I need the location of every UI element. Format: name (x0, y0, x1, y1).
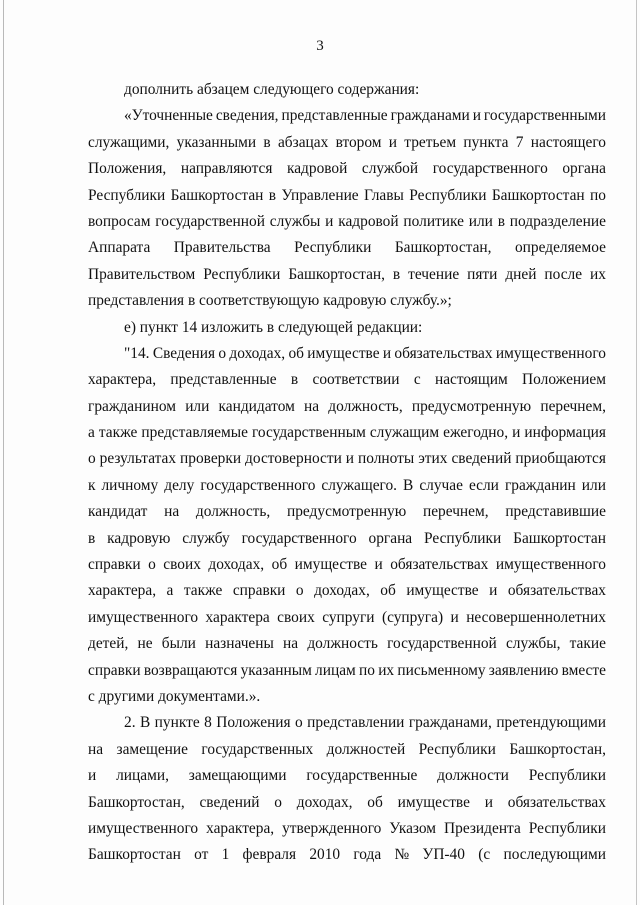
word: Башкортостан (513, 529, 606, 547)
text-line: с другими документами.». (88, 687, 261, 705)
text-line: представления в соответствующую кадровую службу.»; (88, 292, 452, 310)
word: кандидат (88, 503, 148, 521)
word: должность (307, 635, 378, 653)
word: Башкортостан (491, 186, 585, 204)
word: об (380, 582, 396, 600)
word: 7 (515, 133, 524, 151)
word: кадровой (286, 160, 348, 178)
word: не (137, 635, 153, 653)
word: 1 (221, 846, 230, 864)
word: 2. (124, 714, 136, 732)
word: пункта (463, 133, 509, 151)
word: делу (164, 476, 195, 494)
word: службы, (505, 635, 561, 653)
word: такие (569, 635, 606, 653)
word: от (194, 846, 209, 864)
word: предусмотренную (411, 397, 532, 415)
word: (супруга) (381, 608, 444, 626)
text-line (88, 816, 606, 842)
word: и (382, 344, 392, 362)
word: третьем (404, 133, 457, 151)
word: на (283, 635, 299, 653)
word: претендующими (496, 714, 606, 732)
word: Указом (389, 819, 437, 837)
word: своих (277, 608, 315, 626)
text-line (88, 420, 606, 446)
text-line (88, 790, 606, 816)
word: имущественного (88, 819, 199, 837)
text-line (88, 710, 606, 736)
word: пяти (467, 265, 498, 283)
word: должность, (328, 397, 403, 415)
word: гражданин (504, 476, 576, 494)
text-line (88, 262, 606, 288)
word: службу (182, 529, 230, 547)
word: о (274, 793, 282, 811)
word: и (388, 133, 398, 151)
document-body (88, 77, 606, 869)
page-number: 3 (316, 38, 324, 54)
word: имуществе (307, 344, 380, 362)
word: определяемое (514, 239, 606, 257)
word: вместе (561, 661, 606, 679)
text-line (88, 130, 606, 156)
word: Башкортостан, (88, 793, 185, 811)
word: 2010 (309, 846, 341, 864)
word: имуществе (294, 556, 367, 574)
word: Аппарата (88, 239, 151, 257)
word: Президента (444, 819, 521, 837)
word: Республики (528, 819, 606, 837)
word: политике (403, 212, 464, 230)
word: кадровой (338, 212, 399, 230)
word: Правительства (173, 239, 271, 257)
word: 8 (204, 714, 212, 732)
word: Республики (424, 529, 502, 547)
word: Башкортостан, (394, 239, 492, 257)
text-line (88, 473, 606, 499)
word: на (88, 740, 104, 758)
word: службой (361, 160, 419, 178)
text-line (88, 526, 606, 552)
word: года (353, 846, 382, 864)
word: Башкортостан (88, 846, 181, 864)
word: и (88, 767, 97, 785)
word: характера (205, 608, 270, 626)
word: информация (524, 424, 606, 442)
text-line: дополнить абзацем следующего содержания: (124, 81, 420, 98)
word: В (139, 714, 151, 732)
word: имущественного (88, 608, 199, 626)
word: кадровую (107, 529, 171, 547)
word: вопросам (88, 212, 151, 230)
word: о (295, 714, 303, 732)
word: течение (408, 265, 460, 283)
word: Республики (409, 186, 487, 204)
word: назначены (205, 635, 274, 653)
word: служащими, (88, 133, 170, 151)
word: представлении (307, 714, 405, 732)
word: направляются (180, 160, 273, 178)
word: на (304, 397, 320, 415)
word: Положения, (88, 160, 167, 178)
word: должностей (326, 740, 406, 758)
word: по (590, 186, 606, 204)
word: имущественного (495, 344, 606, 362)
word: соответствии (312, 371, 400, 389)
text-line (88, 842, 606, 868)
word: возвращаются (143, 661, 238, 679)
word: если (468, 476, 499, 494)
word: кандидатом (218, 397, 295, 415)
word: в (88, 529, 96, 547)
word: государственной (155, 212, 265, 230)
word: и (345, 450, 355, 468)
word: Сведения (152, 344, 216, 362)
word: обязательствах (394, 344, 493, 362)
word: а (88, 424, 95, 442)
text-line (88, 605, 606, 631)
text-line (88, 737, 606, 763)
word: имуществе (406, 582, 479, 600)
word: Управление (281, 186, 359, 204)
word: об (271, 556, 288, 574)
word: обязательствах (507, 793, 606, 811)
word: о (88, 450, 96, 468)
word: (с (478, 846, 491, 864)
word: и (489, 582, 498, 600)
scan-edge-right (636, 0, 637, 905)
word: после (544, 265, 583, 283)
word: замещающими (188, 767, 287, 785)
word: Республики (203, 265, 281, 283)
word: в (263, 133, 271, 151)
word: В (403, 476, 414, 494)
word: представившие (505, 503, 606, 521)
word: государственной (387, 635, 497, 653)
word: доходах, (208, 556, 265, 574)
word: сведений (451, 450, 512, 468)
word: в (268, 186, 277, 204)
word: дней (505, 265, 537, 283)
word: утвержденного (282, 819, 382, 837)
word: и (512, 424, 521, 442)
word: их (589, 265, 606, 283)
word: государственного (200, 476, 316, 494)
word: должность, (195, 503, 271, 521)
word: настоящего (530, 133, 606, 151)
word: о (295, 582, 304, 600)
word: случае (419, 476, 463, 494)
word: февраля (242, 846, 297, 864)
word: последующими (503, 846, 606, 864)
word: лицам (315, 661, 356, 679)
word: Башкортостан (170, 186, 264, 204)
word: государственным (251, 424, 366, 442)
word: служащего. (321, 476, 398, 494)
word: детей, (88, 635, 129, 653)
word: должности (437, 767, 509, 785)
word: и (450, 608, 459, 626)
word: также (183, 582, 223, 600)
word: гражданами, (408, 714, 492, 732)
text-line (88, 394, 606, 420)
word: в (392, 265, 401, 283)
word: с (413, 371, 421, 389)
word: Республики (418, 740, 496, 758)
word: и (484, 793, 493, 811)
word: лицами, (116, 767, 169, 785)
word: Главы (364, 186, 404, 204)
text-line (88, 156, 606, 182)
word: перечнем, (422, 503, 489, 521)
word: гражданином (88, 397, 176, 415)
scan-edge-left (3, 0, 4, 905)
word: и (472, 107, 481, 125)
word: государственные (306, 767, 418, 785)
word: обязательствах (507, 582, 606, 600)
text-line (88, 209, 606, 235)
word: приобщаются (515, 450, 606, 468)
word: этих (418, 450, 448, 468)
word: полноты (358, 450, 415, 468)
word: или (185, 397, 210, 415)
word: служащим (369, 424, 440, 442)
text-line (88, 183, 606, 209)
word: обязательствах (390, 556, 489, 574)
text-line: е) пункт 14 изложить в следующей редакции: (124, 318, 423, 336)
word: и (325, 212, 334, 230)
word: несовершеннолетних (466, 608, 606, 626)
word: перечнем, (540, 397, 606, 415)
word: об (288, 344, 304, 362)
text-line (88, 631, 606, 657)
word: были (161, 635, 196, 653)
word: или (581, 476, 606, 494)
word: супруги (322, 608, 375, 626)
word: Правительством (88, 265, 196, 283)
word: характера, (88, 371, 157, 389)
word: "14. (124, 344, 150, 362)
text-line (88, 341, 606, 367)
word: к (88, 476, 96, 494)
word: по (359, 661, 375, 679)
word: о (148, 556, 156, 574)
text-line (88, 552, 606, 578)
word: об (367, 793, 383, 811)
word: государственных (201, 740, 314, 758)
word: доходах, (229, 344, 286, 362)
word: или (468, 212, 493, 230)
word: личному (101, 476, 159, 494)
word: Республики (294, 239, 372, 257)
word: Положением (522, 371, 606, 389)
word: государственного (241, 529, 357, 547)
word: также (98, 424, 138, 442)
word: имуществе (397, 793, 470, 811)
word: а (166, 582, 174, 600)
word: представленные (281, 107, 388, 125)
word: характера, (88, 582, 157, 600)
word: справки (88, 556, 141, 574)
word: ежегодно, (443, 424, 509, 442)
word: подразделение (509, 212, 606, 230)
word: службы (269, 212, 321, 230)
word: гражданами (390, 107, 470, 125)
word: имущественного (495, 556, 606, 574)
word: представляемые (141, 424, 248, 442)
word: абзацах (277, 133, 329, 151)
text-line (88, 763, 606, 789)
word: о (218, 344, 227, 362)
word: государственными (483, 107, 606, 125)
word: пункте (154, 714, 200, 732)
word: доходах, (314, 582, 370, 600)
word: «Уточненные (124, 107, 213, 125)
word: предусмотренную (287, 503, 407, 521)
text-line (88, 658, 606, 684)
word: указанными (176, 133, 257, 151)
word: в (290, 371, 299, 389)
text-line (88, 367, 606, 393)
word: проверки (180, 450, 242, 468)
word: заявлению (488, 661, 559, 679)
word: Республики (528, 767, 606, 785)
word: доходах, (296, 793, 353, 811)
word: Башкортостан, (288, 265, 385, 283)
word: достоверности (245, 450, 342, 468)
word: их (378, 661, 395, 679)
word: Положения (216, 714, 291, 732)
text-line (88, 578, 606, 604)
word: Башкортостан, (509, 740, 606, 758)
word: УП-40 (422, 846, 465, 864)
word: справки (232, 582, 286, 600)
word: втором (335, 133, 382, 151)
text-line (88, 103, 606, 129)
word: сведения, (215, 107, 279, 125)
word: результатах (99, 450, 177, 468)
word: сведений (199, 793, 260, 811)
word: характера, (206, 819, 275, 837)
word: указанным (240, 661, 312, 679)
word: настоящим (434, 371, 508, 389)
word: органа (368, 529, 413, 547)
word: представленные (170, 371, 277, 389)
word: органа (562, 160, 606, 178)
text-line (88, 235, 606, 261)
word: Республики (88, 186, 166, 204)
word: и (374, 556, 383, 574)
word: замещение (116, 740, 188, 758)
word: справки (88, 661, 141, 679)
word: на (164, 503, 180, 521)
text-line (88, 499, 606, 525)
text-line (88, 446, 606, 472)
word: в (497, 212, 505, 230)
word: государственного (432, 160, 548, 178)
word: письменному (397, 661, 486, 679)
word: № (394, 846, 410, 864)
word: своих (163, 556, 201, 574)
